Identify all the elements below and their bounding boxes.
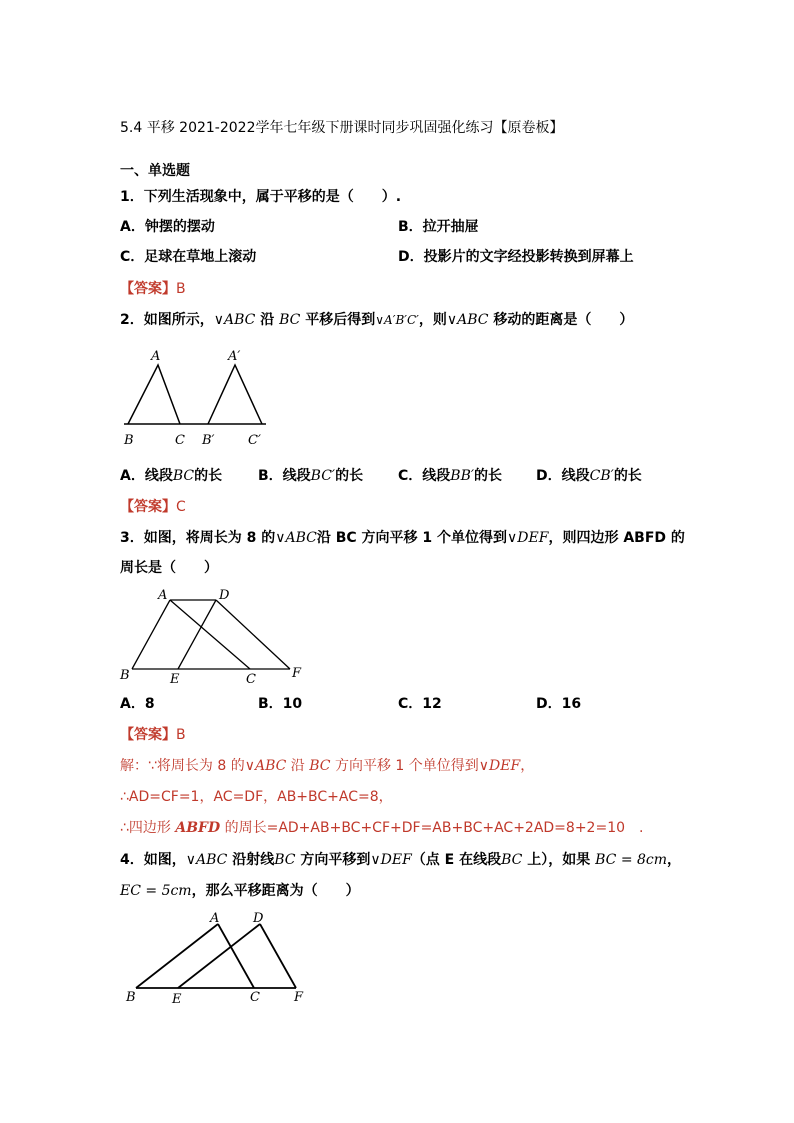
q2-triangle-abc-2: ∨ABC <box>446 312 489 328</box>
q3-solution-line3: ∴四边形 ABFD 的周长=AD+AB+BC+CF+DF=AB+BC+AC+2AD=8+2=10 . <box>120 820 644 836</box>
q3-option-c: C．12 <box>398 696 442 712</box>
q2-stem-part: 2．如图所示， <box>120 312 214 328</box>
q3-label-e: E <box>170 672 180 687</box>
q4-ec-length: EC = 5cm <box>120 883 192 899</box>
q2-stem <box>120 310 633 330</box>
q2-stem-part: ，则 <box>418 312 447 328</box>
q4-label-f: F <box>294 990 304 1005</box>
q3-solution-line2: ∴AD=CF=1，AC=DF，AB+BC+AC=8， <box>120 789 393 805</box>
q4-bc-length: BC = 8cm <box>595 852 668 868</box>
q3-label-c: C <box>246 672 256 687</box>
q3-answer <box>120 725 186 745</box>
q2-triangle-left <box>128 365 180 424</box>
q4-triangle-def: ∨DEF <box>370 852 412 868</box>
q3-solution-line1: 解：∵将周长为 8 的∨ABC 沿 BC 方向平移 1 个单位得到∨DEF， <box>120 758 535 774</box>
answer-tag: 【答案】 <box>120 727 176 743</box>
q2-stem-part: 平移后得到 <box>300 312 376 328</box>
q4-label-b: B <box>126 990 136 1005</box>
q3-side-ab <box>132 600 170 669</box>
q2-label-b-prime: B′ <box>202 433 215 448</box>
q3-option-b: B．10 <box>258 696 303 712</box>
q2-stem-part: 移动的距离是（ ） <box>488 312 634 328</box>
q2-segment-bc: BC <box>279 312 301 328</box>
q3-label-d: D <box>219 588 230 603</box>
q2-label-c: C <box>175 433 185 448</box>
q2-option-b: B．线段BC′的长 <box>258 468 364 484</box>
q2-answer-value: C <box>176 499 186 515</box>
answer-tag: 【答案】 <box>120 281 176 297</box>
q1-option-a: A．钟摆的摆动 <box>120 219 215 235</box>
q2-label-a: A <box>151 349 161 364</box>
q4-stem-line1: 4．如图，∨ABC 沿射线BC 方向平移到∨DEF（点 E 在线段BC 上），如果 BC = 8cm， <box>120 852 682 868</box>
q1-answer <box>120 279 186 299</box>
q4-label-d: D <box>253 911 264 926</box>
q4-label-a: A <box>210 911 220 926</box>
section-heading: 一、单选题 <box>120 163 190 179</box>
q4-side-df <box>260 924 296 988</box>
q3-side-df <box>216 600 290 669</box>
q4-stem-line2: EC = 5cm，那么平移距离为（ ） <box>120 883 360 899</box>
document-title: 5.4 平移 2021-2022学年七年级下册课时同步巩固强化练习【原卷板】 <box>120 120 564 136</box>
q3-answer-value: B <box>176 727 186 743</box>
q2-stem-part: 沿 <box>255 312 280 328</box>
q4-label-c: C <box>250 990 260 1005</box>
q3-stem-line2: 周长是（ ） <box>120 560 218 576</box>
q3-triangle-def: ∨DEF <box>507 530 549 546</box>
q2-label-c-prime: C′ <box>248 433 261 448</box>
q1-option-c: C．足球在草地上滚动 <box>120 249 257 265</box>
q3-option-d: D．16 <box>536 696 582 712</box>
q2-label-b: B <box>124 433 134 448</box>
q3-option-a: A．8 <box>120 696 155 712</box>
q3-label-a: A <box>158 588 168 603</box>
q1-option-b: B．拉开抽屉 <box>398 219 479 235</box>
q2-triangle-abc: ∨ABC <box>213 312 256 328</box>
q3-figure <box>118 587 318 687</box>
q3-stem-line1: 3．如图，将周长为 8 的∨ABC沿 BC 方向平移 1 个单位得到∨DEF，则四边形 ABFD 的 <box>120 530 685 546</box>
q3-triangle-abc: ∨ABC <box>275 530 317 546</box>
q2-answer <box>120 497 186 517</box>
q4-figure <box>120 910 320 1010</box>
q2-option-a: A．线段BC的长 <box>120 468 223 484</box>
q2-option-c: C．线段BB′的长 <box>398 468 503 484</box>
q1-answer-value: B <box>176 281 186 297</box>
q2-option-d: D．线段CB′的长 <box>536 468 642 484</box>
q4-side-ab <box>136 924 218 988</box>
q2-figure <box>120 340 280 450</box>
q2-triangle-a1b1c1: ∨A′B′C′ <box>375 313 419 327</box>
q3-label-b: B <box>120 668 130 683</box>
q4-triangle-abc: ∨ABC <box>185 852 228 868</box>
q2-triangle-right <box>208 365 262 424</box>
q4-label-e: E <box>172 992 182 1007</box>
q1-stem: 1．下列生活现象中，属于平移的是（ ）. <box>120 189 402 205</box>
q3-label-f: F <box>292 666 302 681</box>
q2-label-a-prime: A′ <box>228 349 241 364</box>
answer-tag: 【答案】 <box>120 499 176 515</box>
q1-option-d: D．投影片的文字经投影转换到屏幕上 <box>398 249 634 265</box>
